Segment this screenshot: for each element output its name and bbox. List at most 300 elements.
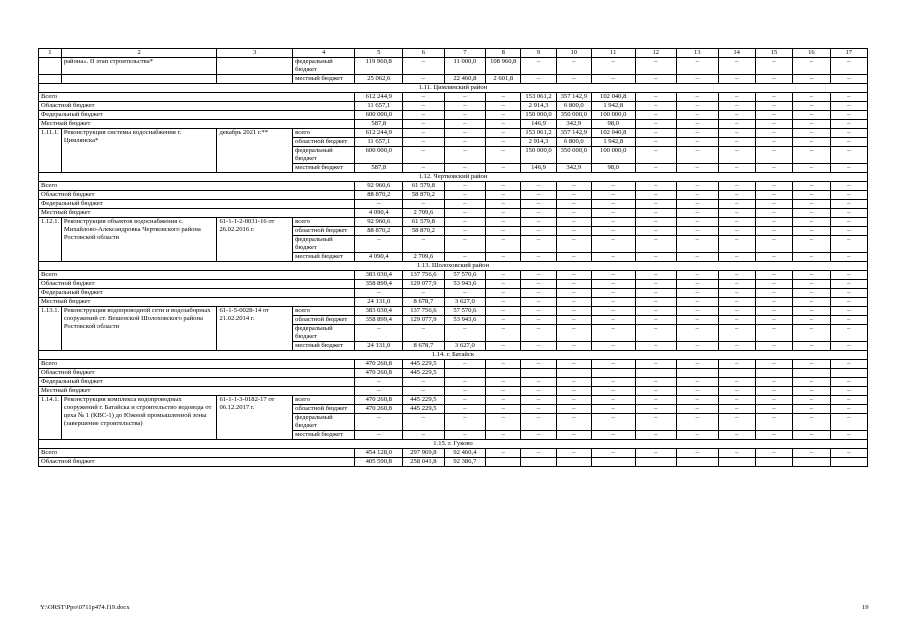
value-cell: – <box>755 129 792 138</box>
value-cell: – <box>793 431 830 440</box>
value-cell: – <box>591 360 635 369</box>
value-cell: – <box>677 360 719 369</box>
value-cell: 61 579,8 <box>403 182 445 191</box>
value-cell: – <box>635 120 677 129</box>
value-cell: – <box>677 298 719 307</box>
value-cell: 6 800,0 <box>556 138 591 147</box>
value-cell: – <box>635 75 677 84</box>
value-cell: – <box>755 120 792 129</box>
value-cell <box>521 458 556 467</box>
value-cell: – <box>486 316 521 325</box>
value-cell: – <box>556 253 591 262</box>
value-cell: 102 040,8 <box>591 129 635 138</box>
value-cell <box>677 369 719 378</box>
value-cell: – <box>718 431 755 440</box>
value-cell: – <box>403 387 445 396</box>
value-cell: – <box>830 378 867 387</box>
value-cell: – <box>677 280 719 289</box>
value-cell: 6 800,0 <box>556 102 591 111</box>
value-cell: – <box>444 120 486 129</box>
value-cell: – <box>830 387 867 396</box>
value-cell: – <box>521 271 556 280</box>
value-cell: – <box>718 414 755 431</box>
file-path: Y:\ORST\Ppo\0711p474.f19.docx <box>40 604 130 611</box>
value-cell: – <box>677 218 719 227</box>
value-cell: – <box>718 307 755 316</box>
value-cell: 297 969,8 <box>403 449 445 458</box>
value-cell: – <box>444 218 486 227</box>
value-cell: – <box>793 405 830 414</box>
value-cell: – <box>591 200 635 209</box>
value-cell: – <box>718 387 755 396</box>
value-cell: – <box>755 209 792 218</box>
value-cell: 470 260,8 <box>355 405 403 414</box>
value-cell: 2 914,3 <box>521 102 556 111</box>
value-cell: 383 030,4 <box>355 307 403 316</box>
value-cell: 98,0 <box>591 120 635 129</box>
value-cell: – <box>718 271 755 280</box>
value-cell: – <box>755 360 792 369</box>
value-cell: – <box>830 253 867 262</box>
value-cell <box>635 369 677 378</box>
value-cell: – <box>591 280 635 289</box>
value-cell: – <box>677 111 719 120</box>
source-cell: всего <box>293 396 355 405</box>
value-cell: – <box>793 307 830 316</box>
value-cell: – <box>635 138 677 147</box>
value-cell: – <box>793 271 830 280</box>
total-row <box>39 289 868 298</box>
value-cell: – <box>355 200 403 209</box>
column-number: 14 <box>718 49 755 58</box>
value-cell: – <box>677 164 719 173</box>
value-cell: – <box>718 93 755 102</box>
value-cell: – <box>403 325 445 342</box>
value-cell: – <box>486 120 521 129</box>
value-cell: – <box>635 414 677 431</box>
value-cell: – <box>444 164 486 173</box>
value-cell: – <box>444 138 486 147</box>
value-cell: 342,9 <box>556 120 591 129</box>
value-cell: – <box>793 236 830 253</box>
item-expertise: декабрь 2021 г.** <box>217 129 293 173</box>
value-cell: – <box>793 218 830 227</box>
value-cell: 150 000,0 <box>521 111 556 120</box>
object-name: района». II этап строительства* <box>61 58 217 75</box>
value-cell: – <box>635 93 677 102</box>
value-cell: – <box>755 191 792 200</box>
value-cell: – <box>830 325 867 342</box>
value-cell: – <box>793 396 830 405</box>
value-cell <box>755 369 792 378</box>
source-cell: областной бюджет <box>293 138 355 147</box>
value-cell: – <box>677 75 719 84</box>
total-row <box>39 280 868 289</box>
value-cell: – <box>635 307 677 316</box>
value-cell: 350 000,0 <box>556 147 591 164</box>
value-cell: 2 914,3 <box>521 138 556 147</box>
value-cell: – <box>486 405 521 414</box>
value-cell: – <box>556 360 591 369</box>
value-cell: 470 260,8 <box>355 396 403 405</box>
value-cell: – <box>830 111 867 120</box>
value-cell: – <box>486 111 521 120</box>
column-number: 13 <box>677 49 719 58</box>
value-cell: – <box>718 218 755 227</box>
value-cell: – <box>793 75 830 84</box>
value-cell: – <box>521 191 556 200</box>
value-cell: – <box>755 227 792 236</box>
value-cell: – <box>486 342 521 351</box>
value-cell: – <box>718 227 755 236</box>
total-row <box>39 369 868 378</box>
column-number: 15 <box>755 49 792 58</box>
value-cell: – <box>521 280 556 289</box>
value-cell: 2 709,6 <box>403 209 445 218</box>
value-cell: – <box>830 75 867 84</box>
value-cell: – <box>830 120 867 129</box>
value-cell: – <box>486 360 521 369</box>
value-cell: 358 899,4 <box>355 316 403 325</box>
value-cell: – <box>755 236 792 253</box>
value-cell <box>830 458 867 467</box>
value-cell: – <box>591 236 635 253</box>
value-cell: – <box>718 378 755 387</box>
item-number: 1.11.1. <box>39 129 62 173</box>
value-cell: 445 229,5 <box>403 396 445 405</box>
value-cell: – <box>677 102 719 111</box>
value-cell: – <box>521 307 556 316</box>
value-cell: – <box>486 209 521 218</box>
value-cell: – <box>486 93 521 102</box>
value-cell <box>718 458 755 467</box>
value-cell: – <box>521 218 556 227</box>
value-cell: – <box>591 75 635 84</box>
value-cell <box>486 458 521 467</box>
expertise-cell <box>217 58 293 75</box>
value-cell: 612 244,9 <box>355 129 403 138</box>
value-cell <box>556 369 591 378</box>
value-cell: – <box>521 342 556 351</box>
value-cell: – <box>677 93 719 102</box>
value-cell: – <box>635 129 677 138</box>
value-cell: – <box>635 289 677 298</box>
value-cell: – <box>521 414 556 431</box>
value-cell: – <box>556 218 591 227</box>
value-cell: – <box>830 414 867 431</box>
value-cell: – <box>635 316 677 325</box>
value-cell: – <box>556 405 591 414</box>
column-number: 12 <box>635 49 677 58</box>
value-cell: – <box>403 58 445 75</box>
value-cell: 58 870,2 <box>403 227 445 236</box>
value-cell: – <box>677 431 719 440</box>
value-cell: 600 000,0 <box>355 147 403 164</box>
value-cell: – <box>556 414 591 431</box>
value-cell: – <box>755 182 792 191</box>
value-cell: – <box>521 253 556 262</box>
value-cell: – <box>591 449 635 458</box>
value-cell: – <box>403 164 445 173</box>
section-title: 1.15. г. Гуково <box>39 440 868 449</box>
value-cell: – <box>556 227 591 236</box>
total-row <box>39 93 868 102</box>
value-cell <box>591 369 635 378</box>
value-cell: – <box>403 75 445 84</box>
total-label: Местный бюджет <box>39 298 355 307</box>
value-cell: – <box>793 227 830 236</box>
value-cell: – <box>591 191 635 200</box>
value-cell: – <box>718 182 755 191</box>
value-cell: – <box>591 227 635 236</box>
value-cell: – <box>793 280 830 289</box>
total-row <box>39 102 868 111</box>
column-number: 3 <box>217 49 293 58</box>
value-cell: – <box>591 298 635 307</box>
source-cell: федеральный бюджет <box>293 414 355 431</box>
value-cell: – <box>556 289 591 298</box>
value-cell: – <box>403 147 445 164</box>
value-cell: – <box>793 58 830 75</box>
value-cell: – <box>486 200 521 209</box>
value-cell: – <box>521 182 556 191</box>
value-cell: – <box>718 360 755 369</box>
item-row <box>39 218 868 227</box>
value-cell: – <box>591 325 635 342</box>
value-cell: – <box>830 227 867 236</box>
value-cell: – <box>677 378 719 387</box>
value-cell: 454 128,0 <box>355 449 403 458</box>
value-cell: – <box>444 227 486 236</box>
value-cell: – <box>793 253 830 262</box>
value-cell: 137 756,6 <box>403 271 445 280</box>
value-cell: – <box>718 200 755 209</box>
value-cell: – <box>830 200 867 209</box>
value-cell: 445 229,5 <box>403 369 445 378</box>
value-cell: – <box>755 289 792 298</box>
value-cell: – <box>403 138 445 147</box>
value-cell: – <box>830 58 867 75</box>
value-cell: – <box>635 58 677 75</box>
value-cell: – <box>444 200 486 209</box>
value-cell: – <box>521 378 556 387</box>
source-cell: всего <box>293 218 355 227</box>
total-label: Местный бюджет <box>39 209 355 218</box>
value-cell: – <box>486 227 521 236</box>
value-cell: – <box>677 253 719 262</box>
value-cell <box>521 369 556 378</box>
value-cell: – <box>718 75 755 84</box>
value-cell: 445 229,5 <box>403 405 445 414</box>
value-cell: 146,9 <box>521 120 556 129</box>
value-cell: – <box>718 164 755 173</box>
value-cell: – <box>403 102 445 111</box>
value-cell: – <box>677 147 719 164</box>
value-cell: – <box>677 182 719 191</box>
value-cell: 383 030,4 <box>355 271 403 280</box>
value-cell: 146,9 <box>521 164 556 173</box>
value-cell: – <box>755 298 792 307</box>
value-cell: – <box>591 316 635 325</box>
value-cell: – <box>718 58 755 75</box>
value-cell: 3 627,0 <box>444 342 486 351</box>
value-cell: – <box>830 360 867 369</box>
value-cell: – <box>556 75 591 84</box>
value-cell: – <box>677 449 719 458</box>
value-cell: – <box>486 102 521 111</box>
value-cell: – <box>830 271 867 280</box>
value-cell: – <box>830 182 867 191</box>
column-number: 11 <box>591 49 635 58</box>
value-cell: – <box>486 129 521 138</box>
value-cell: 1 942,8 <box>591 102 635 111</box>
value-cell: – <box>486 387 521 396</box>
source-cell: областной бюджет <box>293 405 355 414</box>
value-cell: – <box>793 120 830 129</box>
value-cell: 357 142,9 <box>556 129 591 138</box>
value-cell: – <box>444 209 486 218</box>
value-cell: – <box>486 147 521 164</box>
num-cell <box>39 58 62 75</box>
value-cell: – <box>718 191 755 200</box>
value-cell: – <box>830 280 867 289</box>
section-title: 1.13. Шолоховский район <box>39 262 868 271</box>
value-cell: – <box>755 316 792 325</box>
value-cell: – <box>591 289 635 298</box>
value-cell: – <box>677 120 719 129</box>
value-cell: – <box>677 138 719 147</box>
item-name: Реконструкция объектов водоснабжения с. Михайлово-Александровка Чертковского района Ростовской области <box>61 218 217 262</box>
value-cell: – <box>830 396 867 405</box>
value-cell: – <box>830 298 867 307</box>
value-cell: – <box>444 289 486 298</box>
value-cell: – <box>521 431 556 440</box>
value-cell: – <box>635 191 677 200</box>
value-cell: – <box>521 236 556 253</box>
value-cell: 11 657,1 <box>355 102 403 111</box>
value-cell: – <box>556 209 591 218</box>
item-row <box>39 396 868 405</box>
value-cell: – <box>677 227 719 236</box>
value-cell: – <box>486 414 521 431</box>
item-number: 1.14.1. <box>39 396 62 440</box>
value-cell: – <box>755 405 792 414</box>
value-cell: – <box>444 360 486 369</box>
value-cell: 470 260,8 <box>355 369 403 378</box>
value-cell: – <box>635 182 677 191</box>
item-expertise: 61-1-1-3-0182-17 от 06.12.2017 г. <box>217 396 293 440</box>
value-cell: – <box>635 147 677 164</box>
value-cell: – <box>444 405 486 414</box>
value-cell: 129 077,9 <box>403 316 445 325</box>
total-label: Федеральный бюджет <box>39 111 355 120</box>
value-cell: – <box>718 316 755 325</box>
value-cell: – <box>793 325 830 342</box>
column-number: 6 <box>403 49 445 58</box>
value-cell: – <box>591 387 635 396</box>
value-cell: – <box>718 289 755 298</box>
value-cell: – <box>830 405 867 414</box>
value-cell: – <box>635 209 677 218</box>
value-cell: – <box>591 253 635 262</box>
value-cell: 102 040,8 <box>591 93 635 102</box>
value-cell: – <box>521 200 556 209</box>
value-cell: 92 460,4 <box>444 449 486 458</box>
value-cell: – <box>755 307 792 316</box>
value-cell: – <box>635 325 677 342</box>
value-cell: – <box>521 396 556 405</box>
value-cell: 470 260,8 <box>355 360 403 369</box>
section-title-row <box>39 351 868 360</box>
value-cell: – <box>355 387 403 396</box>
value-cell: – <box>556 378 591 387</box>
value-cell: 137 756,6 <box>403 307 445 316</box>
value-cell: – <box>755 218 792 227</box>
section-title: 1.12. Чертковский район <box>39 173 868 182</box>
value-cell: – <box>718 298 755 307</box>
value-cell: – <box>677 209 719 218</box>
total-row <box>39 120 868 129</box>
value-cell: – <box>677 271 719 280</box>
total-label: Областной бюджет <box>39 458 355 467</box>
total-label: Федеральный бюджет <box>39 289 355 298</box>
value-cell: – <box>486 236 521 253</box>
value-cell <box>793 369 830 378</box>
value-cell: – <box>591 378 635 387</box>
value-cell: – <box>793 138 830 147</box>
value-cell: – <box>718 280 755 289</box>
value-cell: – <box>486 191 521 200</box>
value-cell: 11 000,0 <box>444 58 486 75</box>
value-cell: 3 627,0 <box>444 298 486 307</box>
value-cell: – <box>486 271 521 280</box>
total-row <box>39 449 868 458</box>
value-cell: – <box>556 316 591 325</box>
total-label: Местный бюджет <box>39 120 355 129</box>
value-cell: – <box>793 289 830 298</box>
total-label: Местный бюджет <box>39 387 355 396</box>
value-cell: – <box>635 280 677 289</box>
value-cell: – <box>677 396 719 405</box>
column-number: 10 <box>556 49 591 58</box>
item-name: Реконструкция комплекса водопроводных сооружений г. Батайска и строительство водовода от цеха № 1 (КВС-1) до Южной промышленной зоны (завершение строительства) <box>61 396 217 440</box>
section-title-row <box>39 440 868 449</box>
value-cell: – <box>830 342 867 351</box>
value-cell: – <box>755 449 792 458</box>
page-number: 19 <box>862 604 869 611</box>
total-row <box>39 271 868 280</box>
value-cell: – <box>444 414 486 431</box>
value-cell: – <box>793 316 830 325</box>
value-cell: – <box>718 325 755 342</box>
value-cell: – <box>486 396 521 405</box>
value-cell: – <box>635 405 677 414</box>
value-cell: – <box>591 396 635 405</box>
value-cell: – <box>444 111 486 120</box>
total-label: Федеральный бюджет <box>39 378 355 387</box>
value-cell: – <box>556 191 591 200</box>
value-cell: – <box>635 449 677 458</box>
value-cell: – <box>677 325 719 342</box>
value-cell: – <box>755 271 792 280</box>
value-cell: – <box>677 387 719 396</box>
total-label: Областной бюджет <box>39 191 355 200</box>
value-cell: – <box>793 164 830 173</box>
value-cell: – <box>444 102 486 111</box>
value-cell: – <box>591 182 635 191</box>
value-cell: – <box>635 271 677 280</box>
value-cell: 612 244,9 <box>355 93 403 102</box>
